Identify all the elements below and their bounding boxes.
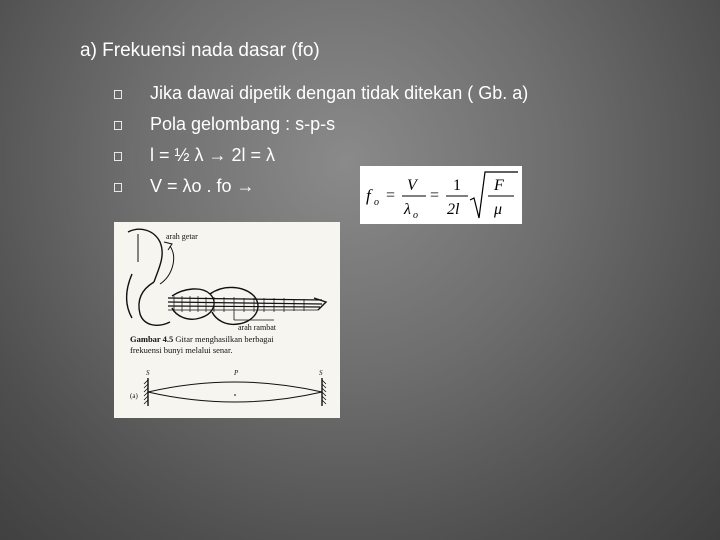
wave-upper xyxy=(148,382,322,392)
formula-denominator-2l: 2l xyxy=(447,201,460,218)
formula-equals-2: = xyxy=(430,187,440,204)
label-arah-rambat: arah rambat xyxy=(238,323,276,332)
formula-lhs: f xyxy=(366,186,371,205)
thumb-outline xyxy=(127,274,132,318)
caption-rest: Gitar menghasilkan berbagai xyxy=(173,334,274,344)
frequency-formula xyxy=(360,166,522,224)
formula-lhs-sub: o xyxy=(374,197,379,208)
bullet-text: Jika dawai dipetik dengan tidak ditekan ( Gb. a) xyxy=(150,83,529,103)
formula-denominator-sub: o xyxy=(413,210,418,221)
hand-outline xyxy=(139,282,170,325)
label-arah-getar: arah getar xyxy=(166,232,198,241)
square-bullet-icon xyxy=(114,152,122,161)
figure-caption-line-2: frekuensi bunyi melalui senar. xyxy=(130,345,233,355)
guitar-hand-illustration xyxy=(127,229,258,325)
guitar-body-outline xyxy=(172,289,214,319)
formula-equals: = xyxy=(386,187,396,204)
node-label-left: S xyxy=(146,369,150,377)
formula-sqrt-f: F xyxy=(494,177,504,194)
square-bullet-icon xyxy=(114,121,122,130)
wave-lower xyxy=(148,392,322,402)
bullet-item xyxy=(114,109,528,140)
square-bullet-icon xyxy=(114,183,122,192)
formula-sqrt-mu: μ xyxy=(494,201,503,218)
bullet-text: l = ½ λ → 2l = λ xyxy=(150,145,276,165)
formula-denominator-lambda: λ xyxy=(404,201,411,218)
arm-outline xyxy=(128,229,162,282)
standing-wave-diagram xyxy=(130,369,326,406)
figure-caption-line-1 xyxy=(130,334,274,344)
node-label-right: S xyxy=(319,369,323,377)
bullet-text: Pola gelombang : s-p-s xyxy=(150,114,336,134)
bullet-text: V = λo . fo → xyxy=(150,176,255,196)
slide-title: a) Frekuensi nada dasar (fo) xyxy=(80,40,320,61)
guitar-figure xyxy=(114,222,340,418)
formula-numerator-one: 1 xyxy=(453,177,461,194)
formula-numerator-v: V xyxy=(407,177,417,194)
antinode-label: P xyxy=(234,369,239,377)
arrow-head-icon xyxy=(164,242,172,250)
square-bullet-icon xyxy=(114,90,122,99)
caption-bold: Gambar 4.5 xyxy=(130,334,174,344)
bullet-item xyxy=(114,78,528,109)
guitar-neck xyxy=(168,296,326,312)
panel-label: (a) xyxy=(130,392,138,400)
